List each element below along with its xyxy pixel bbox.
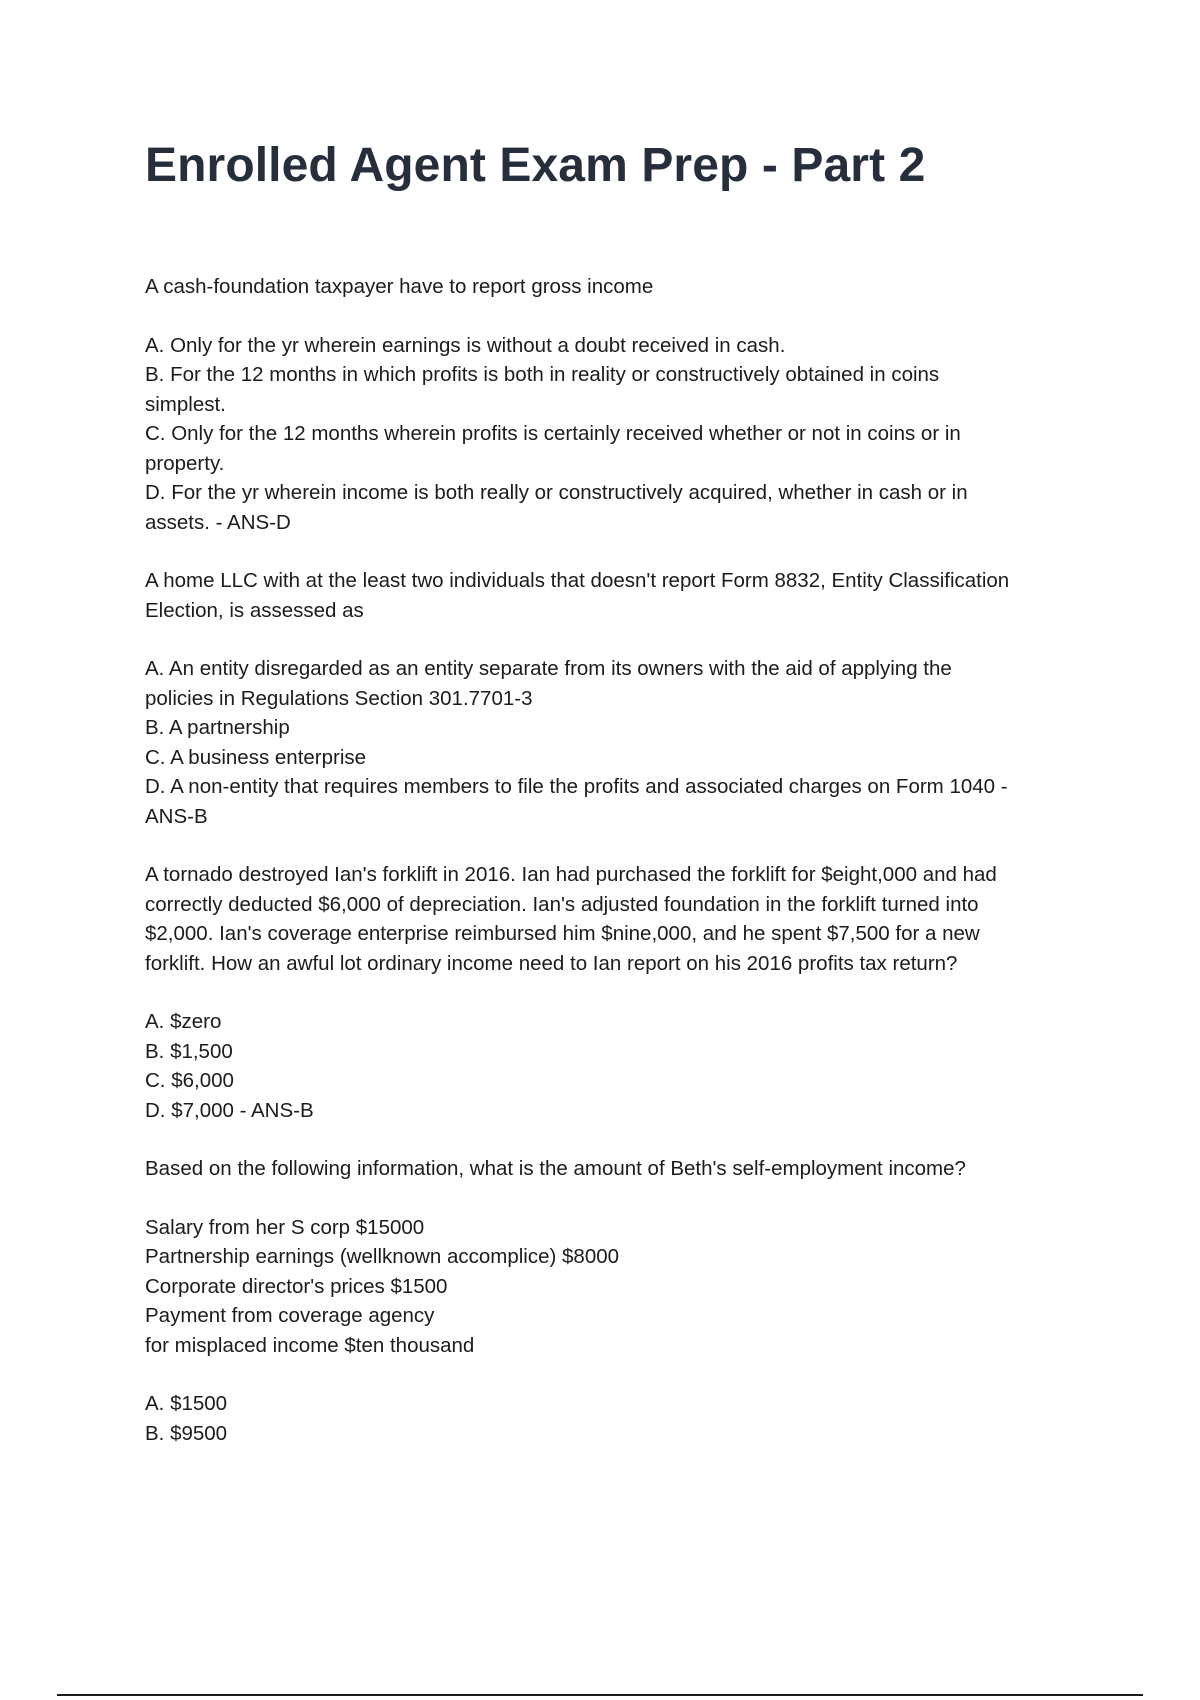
option-line: B. A partnership <box>145 716 290 739</box>
question-stem-line: correctly deducted $6,000 of depreciation. Ian's adjusted foundation in the forklift turned into <box>145 892 979 916</box>
question-3 <box>145 860 1085 1125</box>
option-line: B. For the 12 months in which profits is both in reality or constructively obtained in coins <box>145 363 940 386</box>
question-stem-line: A tornado destroyed Ian's forklift in 2016. Ian had purchased the forklift for $eight,000 and had <box>145 863 997 886</box>
option-line: B. $1,500 <box>145 1039 233 1063</box>
question-details <box>145 1213 1085 1361</box>
option-line: property. <box>145 451 225 475</box>
detail-line: Partnership earnings (wellknown accomplice) $8000 <box>145 1245 620 1268</box>
answer-options <box>145 331 1085 538</box>
answer-options <box>145 1389 1085 1448</box>
detail-line: Corporate director's prices $1500 <box>145 1274 448 1298</box>
option-line: C. $6,000 <box>145 1069 234 1092</box>
question-stem <box>145 1154 1085 1184</box>
detail-line: Salary from her S corp $15000 <box>145 1215 425 1239</box>
question-1 <box>145 272 1085 537</box>
answer-options <box>145 654 1085 831</box>
question-stem-line: $2,000. Ian's coverage enterprise reimbursed him $nine,000, and he spent $7,500 for a new <box>145 922 980 945</box>
question-stem-line: Based on the following information, what is the amount of Beth's self-employment income? <box>145 1157 966 1180</box>
option-line: assets. - ANS-D <box>145 510 291 534</box>
question-stem <box>145 272 1085 302</box>
document-title: Enrolled Agent Exam Prep - Part 2 <box>145 139 926 192</box>
option-line: A. $1500 <box>145 1392 228 1415</box>
option-line: A. An entity disregarded as an entity separate from its owners with the aid of applying the <box>145 657 952 680</box>
question-2 <box>145 566 1085 831</box>
document-body <box>145 272 1085 1477</box>
option-line: A. $zero <box>145 1010 222 1033</box>
question-stem <box>145 566 1085 625</box>
option-line: policies in Regulations Section 301.7701-3 <box>145 686 533 710</box>
footer-divider <box>57 1694 1143 1696</box>
question-stem <box>145 860 1085 978</box>
option-line: D. $7,000 - ANS-B <box>145 1098 314 1122</box>
detail-line: Payment from coverage agency <box>145 1304 435 1327</box>
answer-options <box>145 1007 1085 1125</box>
detail-line: for misplaced income $ten thousand <box>145 1333 475 1357</box>
option-line: ANS-B <box>145 804 208 828</box>
question-stem-line: forklift. How an awful lot ordinary income need to Ian report on his 2016 profits tax return? <box>145 951 958 975</box>
option-line: A. Only for the yr wherein earnings is without a doubt received in cash. <box>145 333 786 357</box>
option-line: C. A business enterprise <box>145 745 367 769</box>
option-line: B. $9500 <box>145 1421 228 1445</box>
question-stem-line: Election, is assessed as <box>145 598 364 622</box>
option-line: D. For the yr wherein income is both really or constructively acquired, whether in cash or in <box>145 481 968 504</box>
option-line: simplest. <box>145 392 226 416</box>
question-stem-line: A cash-foundation taxpayer have to report gross income <box>145 275 654 298</box>
question-stem-line: A home LLC with at the least two individuals that doesn't report Form 8832, Entity Classification <box>145 569 1010 592</box>
question-4 <box>145 1154 1085 1448</box>
option-line: C. Only for the 12 months wherein profits is certainly received whether or not in coins or in <box>145 422 961 445</box>
option-line: D. A non-entity that requires members to file the profits and associated charges on Form 1040 - <box>145 775 1008 798</box>
